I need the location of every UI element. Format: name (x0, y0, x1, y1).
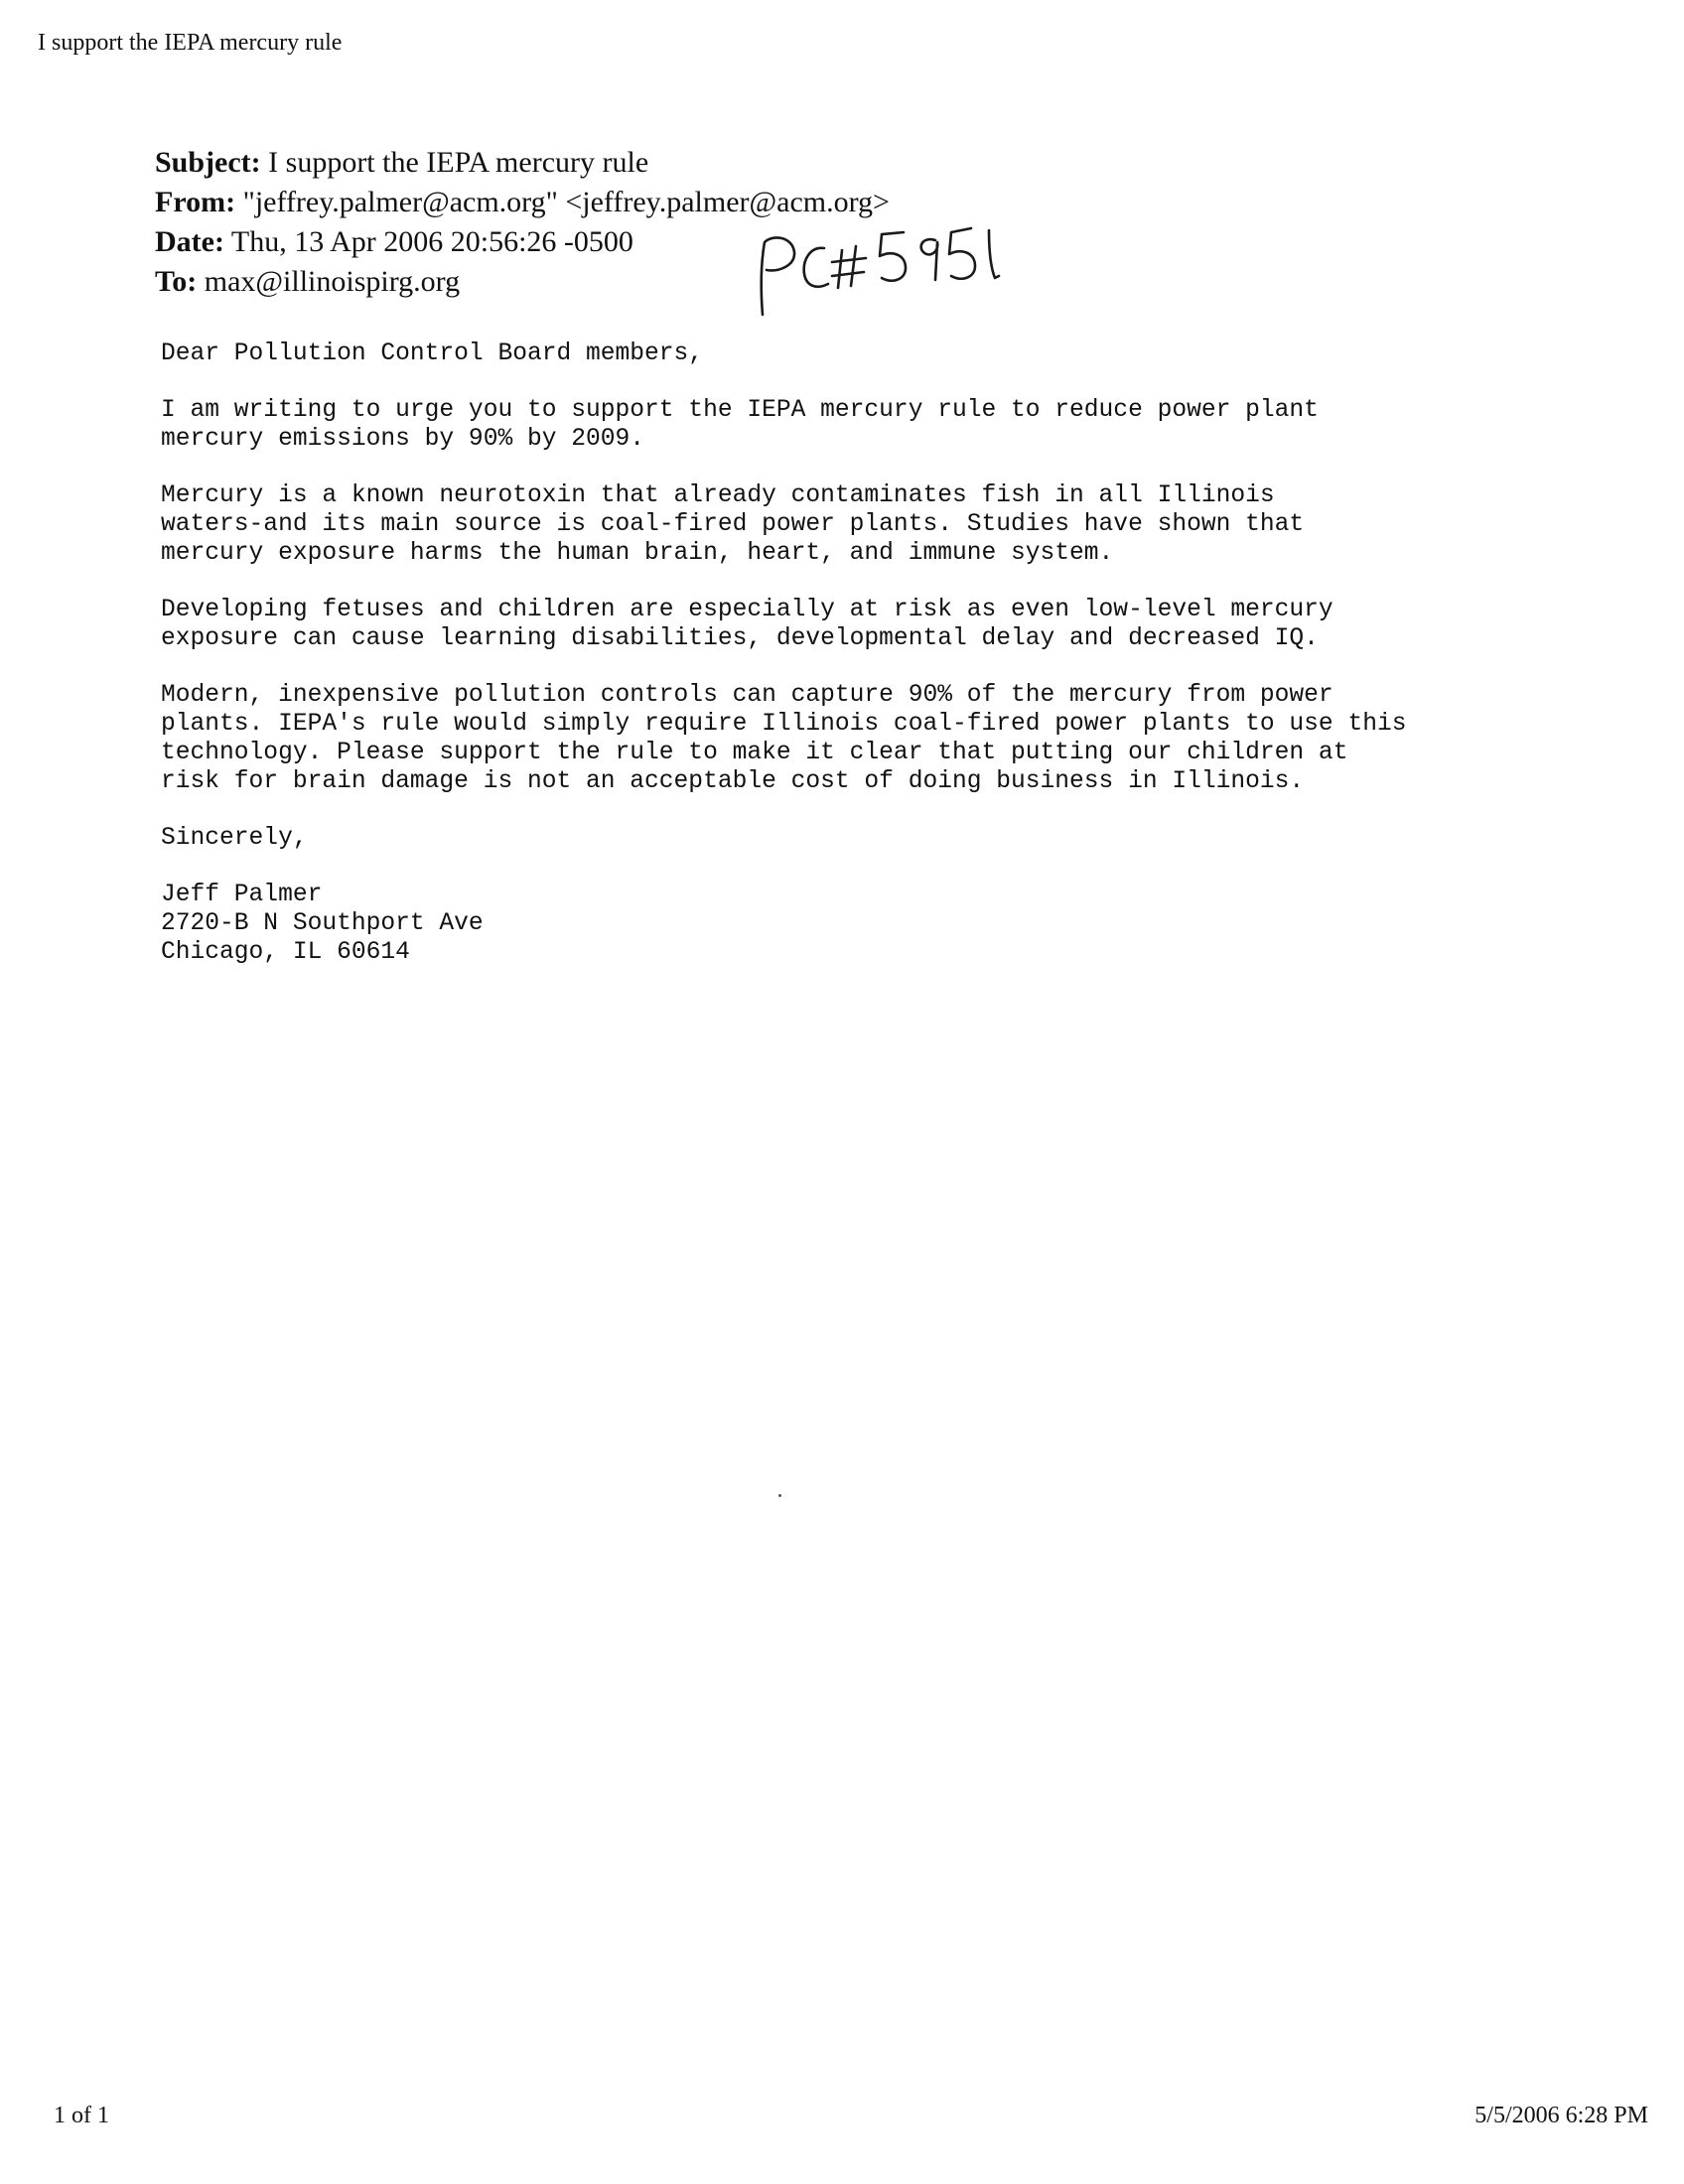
greeting-line: Dear Pollution Control Board members, (161, 341, 704, 367)
signature-city: Chicago, IL 60614 (161, 939, 410, 966)
page-count: 1 of 1 (54, 2103, 109, 2128)
printed-timestamp: 5/5/2006 6:28 PM (1474, 2103, 1648, 2128)
closing (161, 824, 1551, 853)
date-label: Date: (155, 225, 224, 258)
paragraph-line: plants. IEPA's rule would simply require Illinois coal-fired power plants to use this (161, 711, 1407, 738)
paragraph-line: Modern, inexpensive pollution controls can capture 90% of the mercury from power (161, 682, 1333, 709)
paragraph-line: risk for brain damage is not an acceptable cost of doing business in Illinois. (161, 768, 1305, 795)
paragraph-line: I am writing to urge you to support the IEPA mercury rule to reduce power plant (161, 397, 1319, 424)
handwritten-pc-number (755, 220, 1013, 320)
closing-line: Sincerely, (161, 825, 308, 852)
signature-street: 2720-B N Southport Ave (161, 910, 484, 937)
paragraph-line: exposure can cause learning disabilities, developmental delay and decreased IQ. (161, 625, 1319, 652)
from-label: From: (155, 186, 236, 218)
paragraph-line: Developing fetuses and children are especially at risk as even low-level mercury (161, 597, 1333, 623)
date-value: Thu, 13 Apr 2006 20:56:26 -0500 (223, 225, 633, 258)
subject-value: I support the IEPA mercury rule (260, 146, 649, 179)
handwritten-annotation (755, 220, 1013, 320)
signature-block (161, 881, 1551, 967)
from-row (155, 183, 1049, 222)
paragraph-line: Mercury is a known neurotoxin that already contaminates fish in all Illinois (161, 482, 1275, 509)
paragraph-4 (161, 681, 1551, 796)
subject-label: Subject: (155, 146, 261, 179)
scan-speck (778, 1494, 781, 1497)
subject-row (155, 143, 1049, 183)
email-body (161, 340, 1551, 967)
paragraph-line: mercury emissions by 90% by 2009. (161, 426, 645, 453)
paragraph-2 (161, 481, 1551, 568)
to-value: max@illinoispirg.org (197, 265, 461, 298)
paragraph-3 (161, 596, 1551, 653)
paragraph-1 (161, 396, 1551, 454)
from-value: "jeffrey.palmer@acm.org" <jeffrey.palmer@acm.org> (235, 186, 890, 218)
running-header: I support the IEPA mercury rule (38, 30, 343, 56)
signature-name: Jeff Palmer (161, 882, 323, 908)
greeting (161, 340, 1551, 368)
paragraph-line: mercury exposure harms the human brain, heart, and immune system. (161, 540, 1114, 567)
to-label: To: (155, 265, 198, 298)
paragraph-line: waters-and its main source is coal-fired power plants. Studies have shown that (161, 511, 1305, 538)
paragraph-line: technology. Please support the rule to make it clear that putting our children at (161, 740, 1348, 766)
